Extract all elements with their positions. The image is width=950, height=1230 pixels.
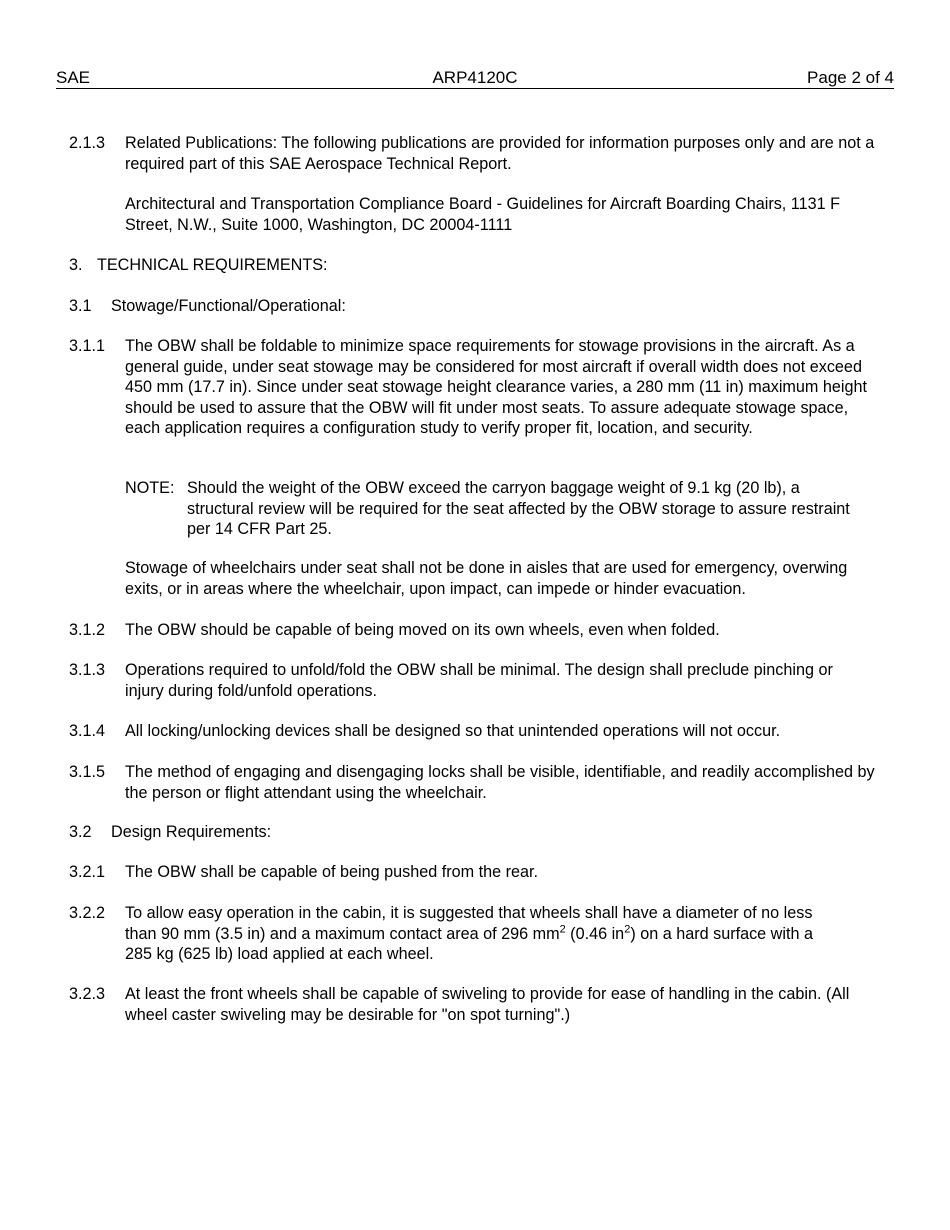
section-number: 3.2.2 bbox=[69, 904, 106, 922]
section-text: Related Publications: The following publications are provided for information purposes only and are not a required part of this SAE Aerospace Technical Report. bbox=[125, 134, 875, 173]
text-line: than 90 mm (3.5 in) and a maximum contact area of 296 $mm^2$ (0.46 $in^2$) on a hard surface with a bbox=[125, 923, 813, 943]
section-text: All locking/unlocking devices shall be designed so that unintended operations will not occur. bbox=[125, 722, 781, 740]
section-text bbox=[125, 903, 875, 965]
header-org: SAE bbox=[56, 68, 91, 87]
section-text: The OBW shall be capable of being pushed from the rear. bbox=[125, 863, 539, 881]
text-line: 285 kg (625 lb) load applied at each wheel. bbox=[125, 945, 434, 963]
note-label: NOTE: bbox=[125, 479, 175, 497]
section-title: Design Requirements: bbox=[111, 823, 272, 841]
section-number: 3.2.1 bbox=[69, 863, 106, 881]
superscript: 2 bbox=[624, 923, 631, 936]
section-extra-text: Stowage of wheelchairs under seat shall not be done in aisles that are used for emergency, overwing exits, or in areas where the wheelchair, upon impact, can impede or hinder evacuation. bbox=[125, 559, 848, 598]
section-number: 3.1.4 bbox=[69, 722, 106, 740]
section-number: 3. bbox=[69, 256, 83, 274]
superscript: 2 bbox=[559, 923, 566, 936]
text-line: To allow easy operation in the cabin, it is suggested that wheels shall have a diameter of no less bbox=[125, 904, 813, 922]
section-number: 2.1.3 bbox=[69, 134, 106, 152]
reference-text: Architectural and Transportation Compliance Board - Guidelines for Aircraft Boarding Chairs, 1131 F Street, N.W., Suite 1000, Washington, DC 20004-1111 bbox=[125, 195, 840, 234]
section-title: TECHNICAL REQUIREMENTS: bbox=[97, 256, 328, 274]
note-text: Should the weight of the OBW exceed the carryon baggage weight of 9.1 kg (20 lb), a structural review will be required for the seat affected by the OBW storage to assure restraint per 14 CFR Part 25. bbox=[187, 479, 850, 538]
section-text: At least the front wheels shall be capable of swiveling to provide for ease of handling in the cabin. (All wheel caster swiveling may be desirable for "on spot turning".) bbox=[125, 985, 850, 1024]
section-title: Stowage/Functional/Operational: bbox=[111, 297, 346, 315]
section-number: 3.2 bbox=[69, 823, 92, 841]
section-text: The method of engaging and disengaging locks shall be visible, identifiable, and readily accomplished by the person or flight attendant using the wheelchair. bbox=[125, 763, 875, 802]
section-number: 3.1.3 bbox=[69, 661, 106, 679]
header-doc-id: ARP4120C bbox=[432, 68, 518, 87]
section-number: 3.1.2 bbox=[69, 621, 106, 639]
section-text: The OBW should be capable of being moved on its own wheels, even when folded. bbox=[125, 621, 720, 639]
header-page-number: Page 2 of 4 bbox=[807, 68, 894, 87]
page-header bbox=[56, 68, 894, 89]
section-text: The OBW shall be foldable to minimize space requirements for stowage provisions in the aircraft. As a general guide, under seat stowage may be considered for most aircraft if overall width does not exceed 450 mm (17.7 in). Since under seat stowage height clearance varies, a 280 mm (11 in) maximum height should be used to assure that the OBW will fit under most seats. To assure adequate stowage space, each application requires a configuration study to verify proper fit, location, and security. bbox=[125, 337, 867, 437]
section-text: Operations required to unfold/fold the OBW shall be minimal. The design shall preclude pinching or injury during fold/unfold operations. bbox=[125, 661, 833, 700]
section-number: 3.1.1 bbox=[69, 337, 106, 355]
section-number: 3.1 bbox=[69, 297, 92, 315]
section-number: 3.2.3 bbox=[69, 985, 106, 1003]
section-number: 3.1.5 bbox=[69, 763, 106, 781]
